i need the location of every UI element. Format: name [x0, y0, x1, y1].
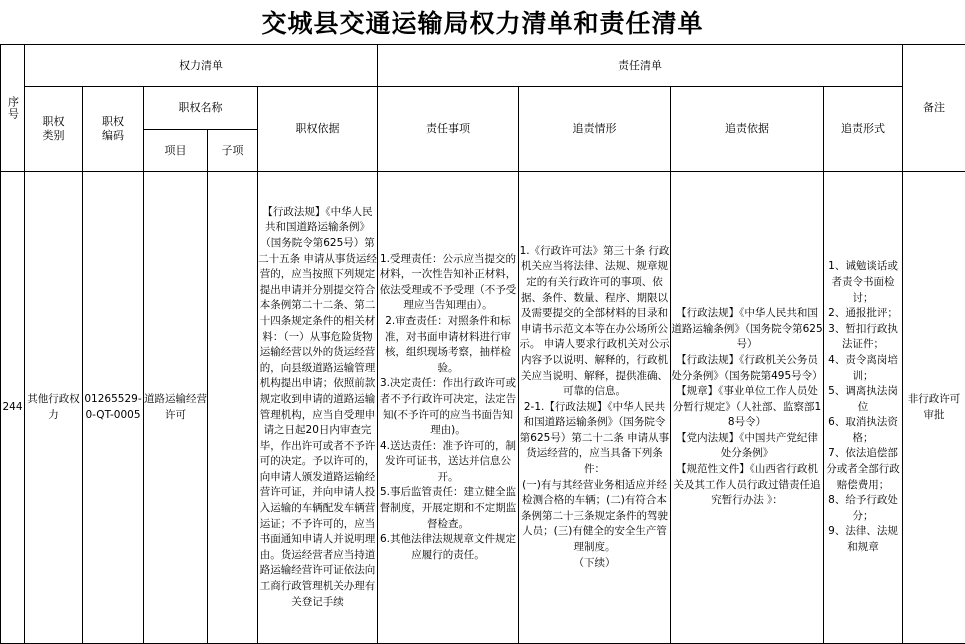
accountability-forms-header: 追责形式 — [824, 87, 903, 172]
code-cell: 01265529-0-QT-0005 — [83, 172, 144, 644]
power-list-header: 权力清单 — [25, 45, 378, 87]
table-row — [1, 172, 965, 644]
item-cell: 道路运输经营许可 — [144, 172, 208, 644]
category-cell: 其他行政权力 — [25, 172, 83, 644]
header-row-1 — [1, 45, 965, 87]
power-name-header: 职权名称 — [144, 87, 258, 130]
seq-cell: 244 — [1, 172, 25, 644]
header-row-2 — [1, 87, 965, 130]
power-code-header: 职权编码 — [83, 87, 144, 172]
sub-item-header: 子项 — [208, 130, 258, 172]
accountability-forms-cell: 1、诫勉谈话或者责令书面检讨； 2、通报批评； 3、暂扣行政执法证件； 4、责令离岗培训； 5、调离执法岗位 6、取消执法资格； 7、依法追偿部分或者全部行政赔偿费用； 8、给予行政处分； 9、法律、法规和规章 — [824, 172, 903, 644]
seq-header: 序号 — [1, 45, 25, 172]
resp-items-header: 责任事项 — [378, 87, 519, 172]
power-category-header: 职权类别 — [25, 87, 83, 172]
power-basis-cell: 【行政法规】《中华人民共和国道路运输条例》（国务院令第625号）第二十五条 申请从事货运经营的，应当按照下列规定提出申请并分别提交符合本条例第二十二条、第二十四条规定条件的相关材料：（一）从事危险货物运输经营以外的货运经营的，向县级道路运输管理机构提出申请；依照前款规定收到申请的道路运输管理机构，应当自受理申请之日起20日内审查完毕，作出许可或者不予许可的决定。予以许可的，向申请人颁发道路运输经营许可证，并向申请人投入运输的车辆配发车辆营运证；不予许可的，应当书面通知申请人并说明理由。货运经营者应当持道路运输经营许可证依法向工商行政管理机关办理有关登记手续 — [258, 172, 378, 644]
accountability-cases-cell: 1.《行政许可法》第三十条 行政机关应当将法律、法规、规章规定的有关行政许可的事项、依据、条件、数量、程序、期限以及需要提交的全部材料的目录和申请书示范文本等在办公场所公示。 申请人要求行政机关对公示内容予以说明、解释的，行政机关应当说明、解释，提供准确、可靠的信息。 2-1.【行政法规】《中华人民共和国道路运输条例》（国务院令第625号）第二十二条 申请从事货运经营的，应当具备下列条件： (一)有与其经营业务相适应并经检测合格的车辆；(二)有符合本条例第二十三条规定条件的驾驶人员；(三)有健全的安全生产管理制度。 （下续） — [519, 172, 671, 644]
item-header: 项目 — [144, 130, 208, 172]
resp-items-cell: 1.受理责任：公示应当提交的材料，一次性告知补正材料，依法受理或不予受理（不予受理应当告知理由）。 2.审查责任：对照条件和标准，对书面申请材料进行审核，组织现场考察，抽样检验。 3.决定责任：作出行政许可或者不予行政许可决定，法定告知(不予许可的应当书面告知理由)。 4.送达责任：准予许可的，制发许可证书，送达并信息公开。 5.事后监管责任：建立健全监督制度，开展定期和不定期监督检查。 6.其他法律法规规章文件规定应履行的责任。 — [378, 172, 519, 644]
page-title: 交城县交通运输局权力清单和责任清单 — [0, 0, 965, 45]
power-basis-header: 职权依据 — [258, 87, 378, 172]
power-responsibility-table — [0, 44, 965, 644]
responsibility-list-header: 责任清单 — [378, 45, 903, 87]
sub-item-cell — [208, 172, 258, 644]
remarks-cell: 非行政许可审批 — [903, 172, 965, 644]
accountability-cases-header: 追责情形 — [519, 87, 671, 172]
remarks-header: 备注 — [903, 45, 965, 172]
accountability-basis-cell: 【行政法规】《中华人民共和国道路运输条例》（国务院令第625号） 【行政法规】《行政机关公务员处分条例》（国务院第495号令） 【规章】《事业单位工作人员处分暂行规定》（人社部、监察部18号令） 【党内法规】《中国共产党纪律处分条例》 【规范性文件】《山西省行政机关及其工作人员行政过错责任追究暂行办法 》： — [671, 172, 824, 644]
accountability-basis-header: 追责依据 — [671, 87, 824, 172]
